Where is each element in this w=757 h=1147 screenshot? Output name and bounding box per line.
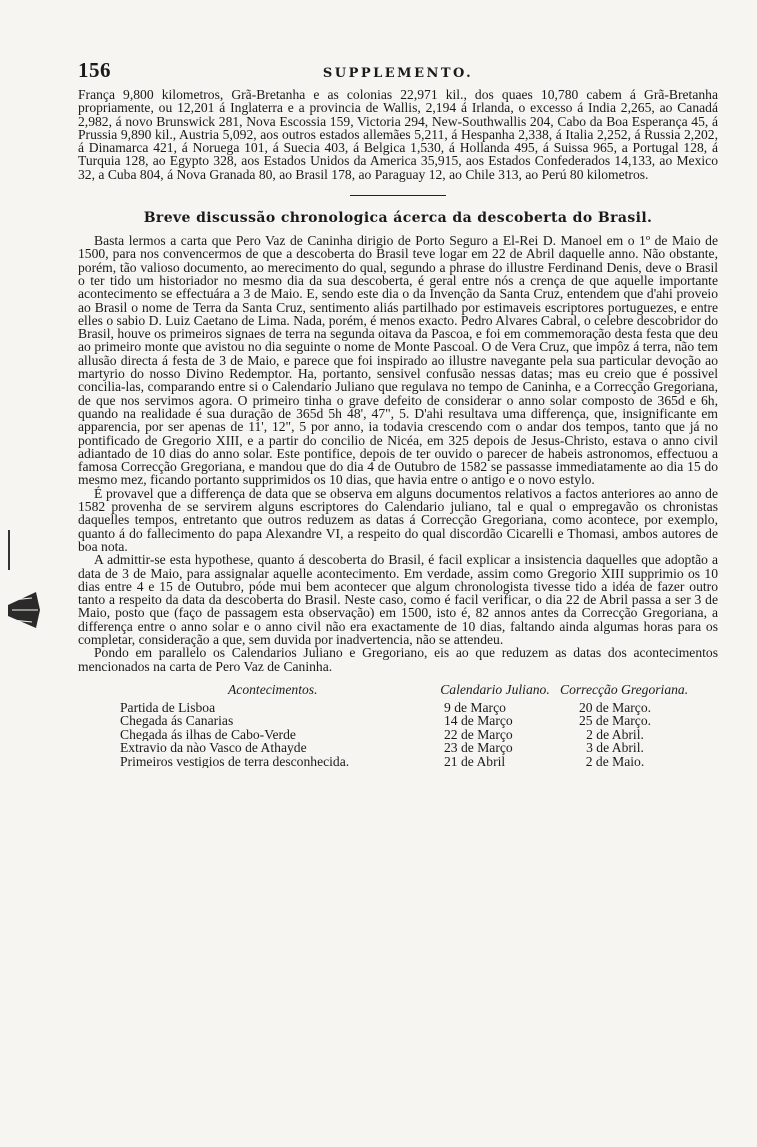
- dates-table: [78, 683, 718, 769]
- table-cell-event: Partida de Lisboa: [120, 700, 216, 715]
- section-divider: [350, 195, 446, 196]
- table-row: [78, 701, 718, 715]
- table-row: [78, 728, 718, 742]
- table-row: [78, 755, 718, 769]
- table-row: [78, 714, 718, 728]
- table-cell-julian: 22 de Março: [444, 726, 513, 742]
- table-cell-gregorian: 2 de Abril.: [586, 726, 644, 742]
- table-cell-julian: 9 de Março: [444, 699, 506, 715]
- margin-mark-icon: [6, 520, 46, 640]
- table-cell-gregorian: 2 de Maio.: [585, 753, 645, 769]
- table-cell-julian: 21 de Abril: [444, 753, 506, 769]
- body-paragraph: A admittir-se esta hypothese, quanto á descoberta do Brasil, é facil explicar a insistencia daquelles que adoptão a data de 3 de Maio, para assignalar aquelle acontecimento. Em verdade, assim como Gregorio XIII supprimio os 10 dias entre 4 e 15 de Outubro, póde mui bem acontecer que algum chronologista tivesse tido a idéa de fazer outro tanto a respeito da data da descoberta do Brasil. Neste caso, como é facil verificar, o dia 22 de Abril passa a ser 3 de Maio, posto que (faço de passagem esta observação) em 1500, isto é, 82 annos antes da Correcção Gregoriana, a differença entre o anno solar e o anno civil não era exactamente de 10 dias, faltando ainda algumas horas para os completar, consideração a que, sem duvida por inadvertencia, não se attendeu.: [78, 552, 718, 647]
- column-header-events: Acontecimentos.: [228, 682, 318, 697]
- table-cell-gregorian: 25 de Março.: [578, 713, 652, 729]
- table-header-row: [78, 683, 718, 697]
- table-cell-event: Primeiros vestigios de terra desconhecida.: [120, 754, 350, 769]
- body-paragraph: É provavel que a differença de data que se observa em alguns documentos relativos a factos anteriores ao anno de 1582 provenha de se servirem alguns escriptores do Calendario juliano, tal e qual o empregavão os chronistas daquelles tempos, entretanto que outros reduzem as datas á Correcção Gregoriana, como acontece, por exemplo, quanto á do fallecimento do papa Alexandre VI, a respeito do qual discordão Cicarelli e Thomasi, ambos autores de boa nota.: [78, 485, 718, 554]
- table-cell-gregorian: 20 de Março.: [578, 699, 652, 715]
- table-cell-julian: 23 de Março: [444, 740, 513, 756]
- table-cell-event: Chegada ás ilhas de Cabo-Verde: [120, 727, 296, 742]
- section-title: Breve discussão chronologica ácerca da descoberta do Brasil.: [143, 210, 653, 227]
- intro-paragraph: França 9,800 kilometros, Grã-Bretanha e as colonias 22,971 kil., dos quaes 10,780 cabem á Grã-Bretanha propriamente, ou 12,201 á Inglaterra e a provincia de Wallis, 2,194 á Irlanda, o excesso á India 2,265, ao Canadá 2,982, á novo Brunswick 281, Nova Escossia 159, Victoria 294, New-Southwallis 204, Cabo da Boa Esperança 45, á Prussia 9,890 kil., Austria 5,092, aos outros estados allemães 5,211, á Hespanha 2,338, á Italia 2,252, á Russia 2,202, á Dinamarca 421, á Noruega 101, á Suecia 403, á Belgica 1,530, á Hollanda 495, á Suissa 965, a Portugal 128, á Turquia 128, ao Egypto 328, aos Estados Unidos da America 35,915, aos Estados Confederados 14,133, ao Mexico 32, a Cuba 804, á Nova Granada 80, ao Brasil 178, ao Paraguay 12, ao Chile 313, ao Perú 80 kilometros.: [78, 87, 718, 182]
- body-paragraph: Basta lermos a carta que Pero Vaz de Caninha dirigio de Porto Seguro a El-Rei D. Manoel em o 1º de Maio de 1500, para nos convencermos de que a descoberta do Brasil teve logar em 22 de Abril daquelle anno. Não obstante, porém, tão valioso documento, ao merecimento do qual, segundo a phrase do illustre Ferdinand Denis, deve o Brasil o ter tido um historiador no mesmo dia da sua descoberta, é geral entre nós a crença de que aquelle importante acontecimento se effectuára a 3 de Maio. E, sendo este dia o da Invenção da Santa Cruz, entendem que d'ahi proveio ao Brasil o nome de Terra da Santa Cruz, sentimento aliás partilhado por estimaveis escriptores portuguezes, e entre elles o sabio D. Luiz Caetano de Lima. Nada, porém, é menos exacto. Pedro Alvares Cabral, o celebre descobridor do Brasil, houve os primeiros signaes de terra na segunda oitava da Pascoa, e foi em commemoração desta festa que deu ao primeiro monte que avistou no dia seguinte o nome de Monte Pascoal. O de Vera Cruz, que impôz á terra, não tem allusão directa á festa de 3 de Maio, e parece que foi inspirado ao illustre navegante pela sua particular devoção ao martyrio do nosso Divino Redemptor. Ha, portanto, sensivel confusão nessas datas; mas eu creio que é possivel concilia-las, comparando entre si o Calendario Juliano que regulava no tempo de Caninha, e a Correcção Gregoriana, de que nos servimos agora. O primeiro tinha o grave defeito de considerar o anno solar composto de 365d e 6h, quando na realidade é sua duração de 365d 5h 48', 47", 5. D'ahi resultava uma differença, que, insignificante em apparencia, por ser apenas de 11', 12", 5 por anno, ia todavia crescendo com o andar dos tempos, tanto que já no pontificado de Gregorio XIII, e a partir do concilio de Nicéa, em 325 depois de Jesus-Christo, estava o anno civil adiantado de 10 dias do anno solar. Este pontifice, depois de ter ouvido o parecer de habeis astronomos, effectuou a famosa Correcção Gregoriana, e mandou que do dia 4 de Outubro de 1582 se passasse immediatamente ao dia 15 do mesmo mez, ficando portanto supprimidos os 10 dias, que havia entre o antigo e o novo estylo.: [78, 233, 718, 488]
- table-cell-julian: 14 de Março: [444, 713, 513, 729]
- column-header-julian: Calendario Juliano.: [440, 681, 550, 697]
- table-row: [78, 741, 718, 755]
- page-header: [78, 58, 718, 84]
- page: [78, 58, 718, 768]
- table-cell-event: Chegada ás Canarias: [120, 714, 234, 728]
- table-cell-event: Extravio da nào Vasco de Athayde: [120, 741, 307, 755]
- running-head: SUPPLEMENTO.: [322, 66, 474, 81]
- column-header-gregorian: Correcção Gregoriana.: [560, 681, 689, 697]
- page-number: 156: [78, 58, 111, 82]
- table-cell-gregorian: 3 de Abril.: [586, 740, 644, 756]
- body-paragraph: Pondo em parallelo os Calendarios Juliano e Gregoriano, eis ao que reduzem as datas dos acontecimentos mencionados na carta de Pero Vaz de Caninha.: [78, 645, 718, 674]
